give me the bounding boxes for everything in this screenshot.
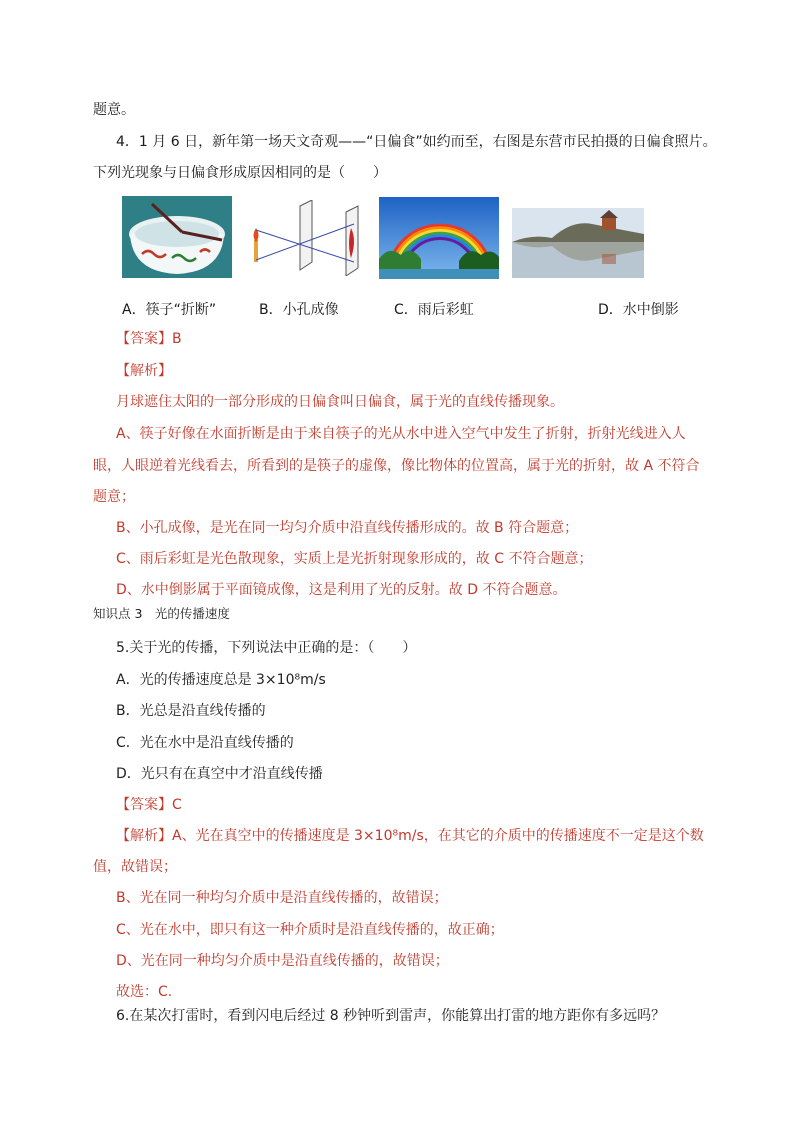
- question-6: 6.在某次打雷时，看到闪电后经过 8 秒钟听到雷声，你能算出打雷的地方距你有多远吗？: [116, 1008, 666, 1024]
- option-d: D．水中倒影: [598, 302, 679, 318]
- explanation-line: D、光在同一种均匀介质中是沿直线传播的，故错误；: [116, 953, 449, 969]
- explanation-line: D、水中倒影属于平面镜成像，这是利用了光的反射。故 D 不符合题意。: [116, 582, 567, 598]
- question-4-line-1: 4．1 月 6 日，新年第一场天文奇观——“日偏食”如约而至，右图是东营市民拍摄的日偏食照片。: [116, 134, 717, 150]
- explanation-line: 题意；: [93, 489, 135, 505]
- explanation-line: A、筷子好像在水面折断是由于来自筷子的光从水中进入空气中发生了折射，折射光线进入人: [116, 426, 686, 442]
- pinhole-imaging-diagram: [250, 200, 365, 276]
- explanation-line: 眼，人眼逆着光线看去，所看到的是筷子的虚像，像比物体的位置高，属于光的折射，故 A 不符合: [93, 458, 700, 474]
- answer-label: 【答案】C: [116, 797, 182, 813]
- text-line: 题意。: [93, 102, 135, 118]
- water-reflection-image: [512, 208, 644, 278]
- question-5-option-a: A．光的传播速度总是 3×10⁸m/s: [116, 672, 326, 688]
- explanation-line: 值，故错误；: [93, 859, 177, 875]
- explanation-line: B、光在同一种均匀介质中是沿直线传播的，故错误；: [116, 890, 448, 906]
- answer-label: 【答案】B: [116, 331, 182, 347]
- question-4-line-2: 下列光现象与日偏食形成原因相同的是（ ）: [93, 165, 387, 181]
- option-c: C．雨后彩虹: [394, 302, 474, 318]
- option-b: B．小孔成像: [259, 302, 339, 318]
- explanation-line: 故选：C.: [116, 984, 173, 1000]
- section-heading: 知识点 3 光的传播速度: [93, 606, 230, 621]
- question-5-option-d: D．光只有在真空中才沿直线传播: [116, 766, 323, 782]
- chopsticks-bowl-image: [122, 196, 232, 278]
- explanation-label: 【解析】: [116, 363, 172, 379]
- question-5-option-b: B．光总是沿直线传播的: [116, 703, 266, 719]
- question-5-option-c: C．光在水中是沿直线传播的: [116, 735, 294, 751]
- explanation-line: C、光在水中，即只有这一种介质时是沿直线传播的，故正确；: [116, 922, 504, 938]
- question-5: 5.关于光的传播，下列说法中正确的是：（ ）: [116, 640, 417, 656]
- explanation-line: B、小孔成像，是光在同一均匀介质中沿直线传播形成的。故 B 符合题意；: [116, 520, 579, 536]
- explanation-line: C、雨后彩虹是光色散现象，实质上是光折射现象形成的，故 C 不符合题意；: [116, 551, 593, 567]
- explanation-line: 月球遮住太阳的一部分形成的日偏食叫日偏食，属于光的直线传播现象。: [116, 394, 564, 410]
- option-a: A．筷子“折断”: [122, 302, 217, 318]
- explanation-line: 【解析】A、光在真空中的传播速度是 3×10⁸m/s，在其它的介质中的传播速度不一定是这个数: [116, 828, 704, 844]
- rainbow-image: [379, 197, 499, 279]
